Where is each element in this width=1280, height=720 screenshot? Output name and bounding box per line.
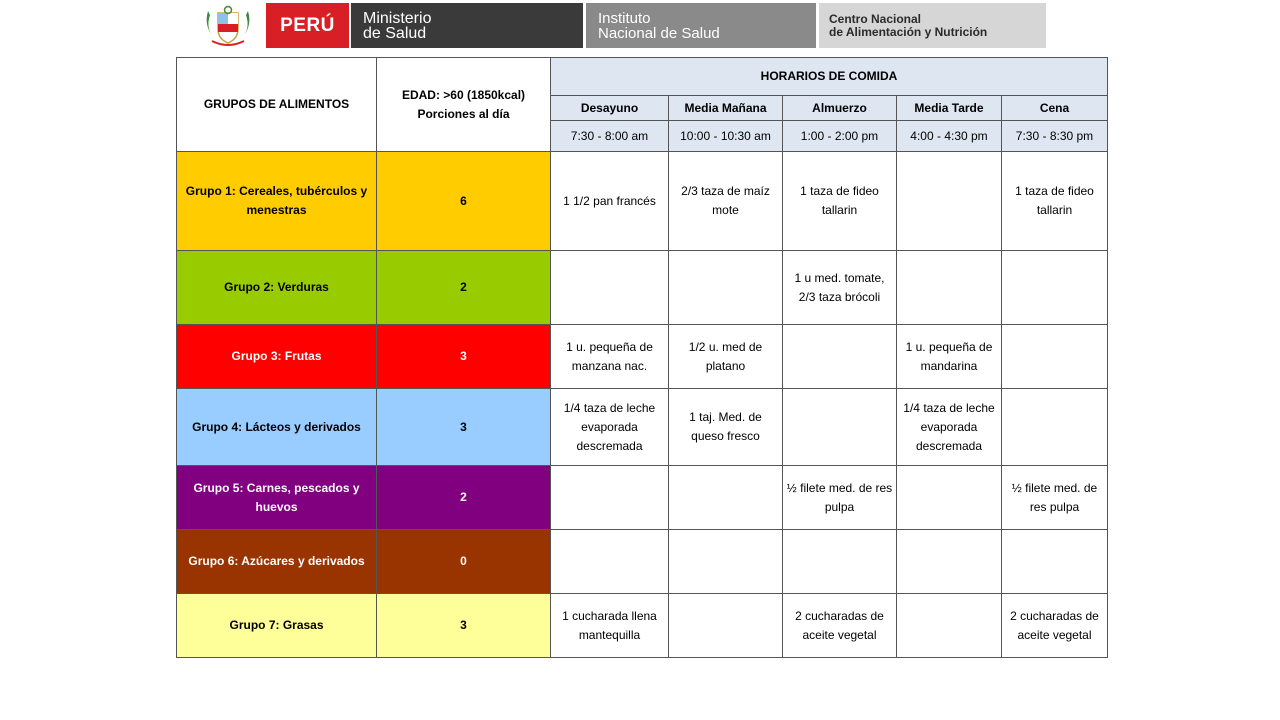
meal-cell: 2/3 taza de maíz mote [669,152,783,251]
meal-cell: 2 cucharadas de aceite vegetal [1002,594,1108,658]
meal-cell [783,325,897,389]
meal-name-breakfast: Desayuno [551,96,669,121]
age-column-header [377,58,551,152]
peru-coat-of-arms-icon [195,3,261,48]
food-group-label: Grupo 6: Azúcares y derivados [177,530,377,594]
meal-cell [1002,325,1108,389]
meal-cell: 1 1/2 pan francés [551,152,669,251]
meal-time-breakfast: 7:30 - 8:00 am [551,121,669,152]
center-label [819,3,1046,48]
institute-line-2: Nacional de Salud [598,24,720,42]
meal-cell: 1/4 taza de leche evaporada descremada [897,389,1002,466]
meal-time-mid-morning: 10:00 - 10:30 am [669,121,783,152]
meal-time-afternoon: 4:00 - 4:30 pm [897,121,1002,152]
ministry-line-2: de Salud [363,24,427,42]
meal-cell: ½ filete med. de res pulpa [1002,466,1108,530]
ministry-line-1: Ministerio [363,9,432,27]
food-group-label: Grupo 5: Carnes, pescados y huevos [177,466,377,530]
meal-cell [897,530,1002,594]
header-row-1 [177,58,1108,96]
meal-cell [1002,389,1108,466]
meal-cell: 1 u med. tomate, 2/3 taza brócoli [783,251,897,325]
table-row [177,530,1108,594]
portions-value: 3 [377,389,551,466]
meal-cell: 1 cucharada llena mantequilla [551,594,669,658]
meal-name-afternoon: Media Tarde [897,96,1002,121]
meal-name-lunch: Almuerzo [783,96,897,121]
meal-cell [897,152,1002,251]
meal-cell: 1/2 u. med de platano [669,325,783,389]
meal-cell [1002,530,1108,594]
portions-value: 3 [377,325,551,389]
table-row [177,389,1108,466]
table-row [177,594,1108,658]
portions-value: 3 [377,594,551,658]
meal-cell [669,466,783,530]
meal-cell [669,251,783,325]
meal-name-mid-morning: Media Mañana [669,96,783,121]
ministry-label [351,3,586,48]
peru-label [266,3,351,48]
portions-value: 6 [377,152,551,251]
meal-cell: ½ filete med. de res pulpa [783,466,897,530]
meal-cell: 1/4 taza de leche evaporada descremada [551,389,669,466]
table-row [177,325,1108,389]
table-row [177,466,1108,530]
portions-value: 2 [377,251,551,325]
food-group-label: Grupo 2: Verduras [177,251,377,325]
meal-cell [551,251,669,325]
age-header-line-1: EDAD: >60 (1850kcal) [401,87,526,102]
portions-value: 0 [377,530,551,594]
meal-time-dinner: 7:30 - 8:30 pm [1002,121,1108,152]
meal-cell [669,594,783,658]
institution-banner [195,3,1046,48]
meal-cell: 1 u. pequeña de mandarina [897,325,1002,389]
meal-cell [897,466,1002,530]
institute-label [586,3,819,48]
meal-cell [897,251,1002,325]
meal-cell [1002,251,1108,325]
meal-cell: 1 taza de fideo tallarin [783,152,897,251]
meal-cell [897,594,1002,658]
food-group-label: Grupo 3: Frutas [177,325,377,389]
meal-time-lunch: 1:00 - 2:00 pm [783,121,897,152]
food-group-label: Grupo 1: Cereales, tubérculos y menestras [177,152,377,251]
meal-cell: 1 taj. Med. de queso fresco [669,389,783,466]
table-row [177,251,1108,325]
food-group-label: Grupo 7: Grasas [177,594,377,658]
meal-name-dinner: Cena [1002,96,1108,121]
table-row [177,152,1108,251]
meal-cell [783,530,897,594]
portions-value: 2 [377,466,551,530]
meal-cell: 1 u. pequeña de manzana nac. [551,325,669,389]
meal-cell [551,530,669,594]
food-group-label: Grupo 4: Lácteos y derivados [177,389,377,466]
schedule-header: HORARIOS DE COMIDA [551,58,1108,96]
meal-cell [551,466,669,530]
meal-cell [783,389,897,466]
meal-plan-table [176,57,1108,658]
meal-cell: 1 taza de fideo tallarin [1002,152,1108,251]
center-line-1: Centro Nacional [829,11,922,26]
groups-column-header: GRUPOS DE ALIMENTOS [177,58,377,152]
meal-cell: 2 cucharadas de aceite vegetal [783,594,897,658]
age-header-line-2: Porciones al día [417,106,510,121]
institute-line-1: Instituto [598,9,651,27]
country-name: PERÚ [280,14,335,36]
center-line-2: de Alimentación y Nutrición [829,24,988,39]
meal-cell [669,530,783,594]
